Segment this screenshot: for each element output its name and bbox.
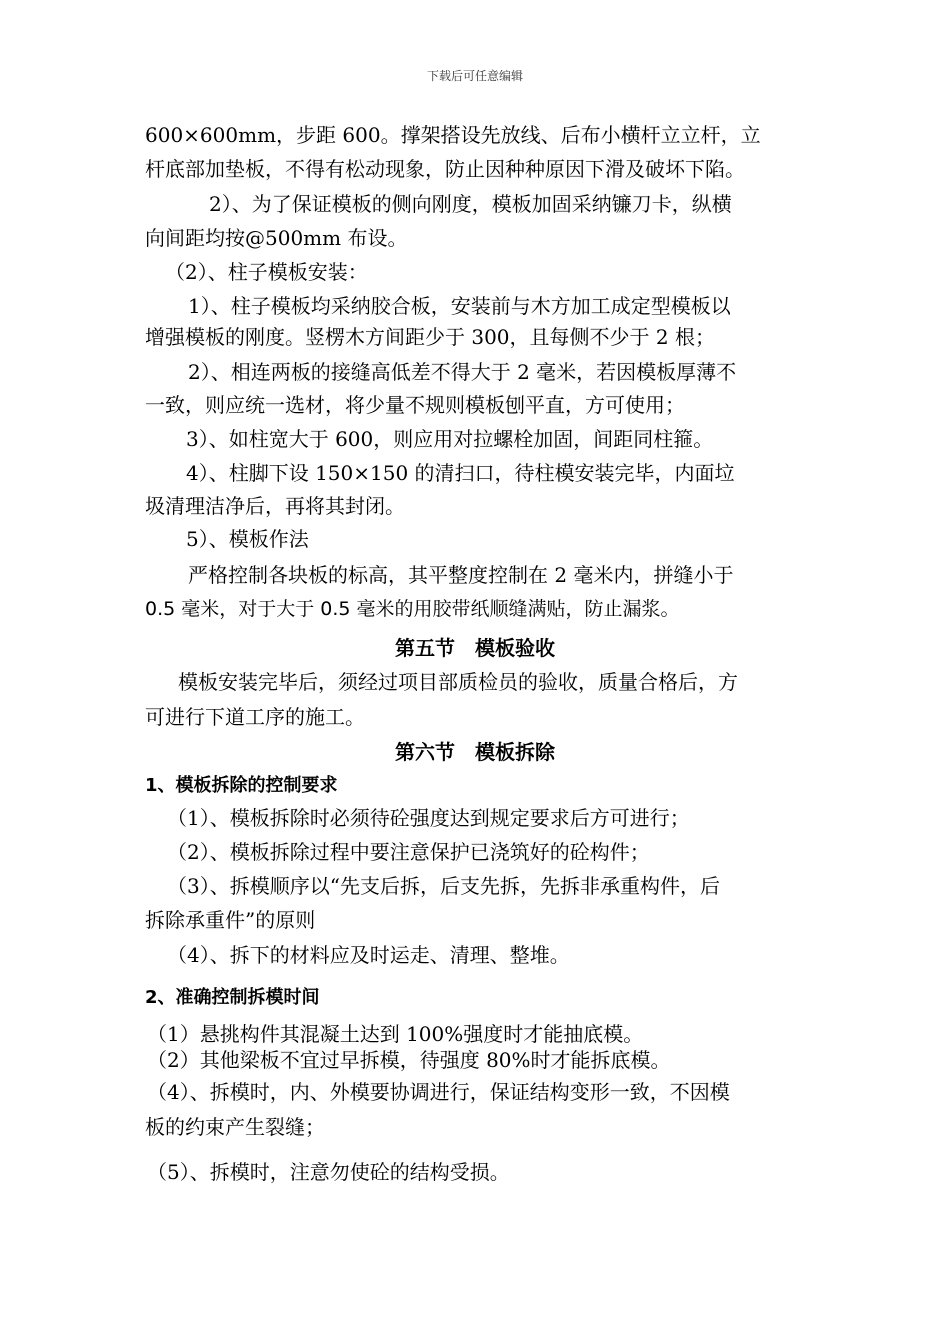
page-header: 下载后可任意编辑 [426,69,523,83]
paragraph-line: （4）、拆模时，内、外模要协调进行，保证结构变形一致，不因模 [147,1080,730,1104]
paragraph-line: 0.5 毫米，对于大于 0.5 毫米的用胶带纸顺缝满贴，防止漏浆。 [145,598,680,620]
paragraph-line: 板的约束产生裂缝； [145,1115,325,1139]
paragraph-line: 向间距均按@500mm 布设。 [145,226,408,250]
paragraph-line: 一致，则应统一选材，将少量不规则模板刨平直，方可使用； [145,393,685,417]
section-heading: 第五节 模板验收 [395,636,555,660]
paragraph-line: 1）、柱子模板均采纳胶合板，安装前与木方加工成定型模板以 [188,294,731,318]
paragraph-line: 2）、为了保证模板的侧向刚度，模板加固采纳镰刀卡，纵横 [209,192,732,216]
paragraph-line: （2）其他梁板不宜过早拆模，待强度 80%时才能拆底模。 [147,1048,671,1072]
paragraph-line: （2）、柱子模板安装： [165,260,368,284]
paragraph-line: 2）、相连两板的接缝高低差不得大于 2 毫米，若因模板厚薄不 [188,360,737,384]
paragraph-line: （5）、拆模时，注意勿使砼的结构受损。 [147,1160,510,1184]
paragraph-line: （1）悬挑构件其混凝土达到 100%强度时才能抽底模。 [147,1022,644,1046]
paragraph-line: （1）、模板拆除时必须待砼强度达到规定要求后方可进行； [167,806,690,830]
section-heading: 第六节 模板拆除 [395,740,555,764]
paragraph-line: （2）、模板拆除过程中要注意保护已浇筑好的砼构件； [167,840,650,864]
paragraph-line: 杆底部加垫板，不得有松动现象，防止因种种原因下滑及破坏下陷。 [145,157,745,181]
paragraph-line: 模板安装完毕后，须经过项目部质检员的验收，质量合格后，方 [178,670,738,694]
paragraph-line: 可进行下道工序的施工。 [145,705,365,729]
paragraph-line: 5）、模板作法 [186,527,309,551]
subsection-heading: 2、准确控制拆模时间 [145,987,320,1008]
paragraph-line: 3）、如柱宽大于 600，则应用对拉螺栓加固，间距同柱箍。 [186,427,714,451]
paragraph-line: 拆除承重件”的原则 [145,908,316,932]
paragraph-line: 圾清理洁净后，再将其封闭。 [145,494,405,518]
paragraph-line: 600×600mm，步距 600。撑架搭设先放线、后布小横杆立立杆，立 [145,123,761,147]
subsection-heading: 1、模板拆除的控制要求 [145,775,338,796]
paragraph-line: （4）、拆下的材料应及时运走、清理、整堆。 [167,943,570,967]
paragraph-line: 严格控制各块板的标高，其平整度控制在 2 毫米内，拼缝小于 [188,563,734,587]
paragraph-line: （3）、拆模顺序以“先支后拆，后支先拆，先拆非承重构件，后 [167,874,720,898]
paragraph-line: 增强模板的刚度。竖楞木方间距少于 300，且每侧不少于 2 根； [145,325,715,349]
paragraph-line: 4）、柱脚下设 150×150 的清扫口，待柱模安装完毕，内面垃 [186,461,735,485]
